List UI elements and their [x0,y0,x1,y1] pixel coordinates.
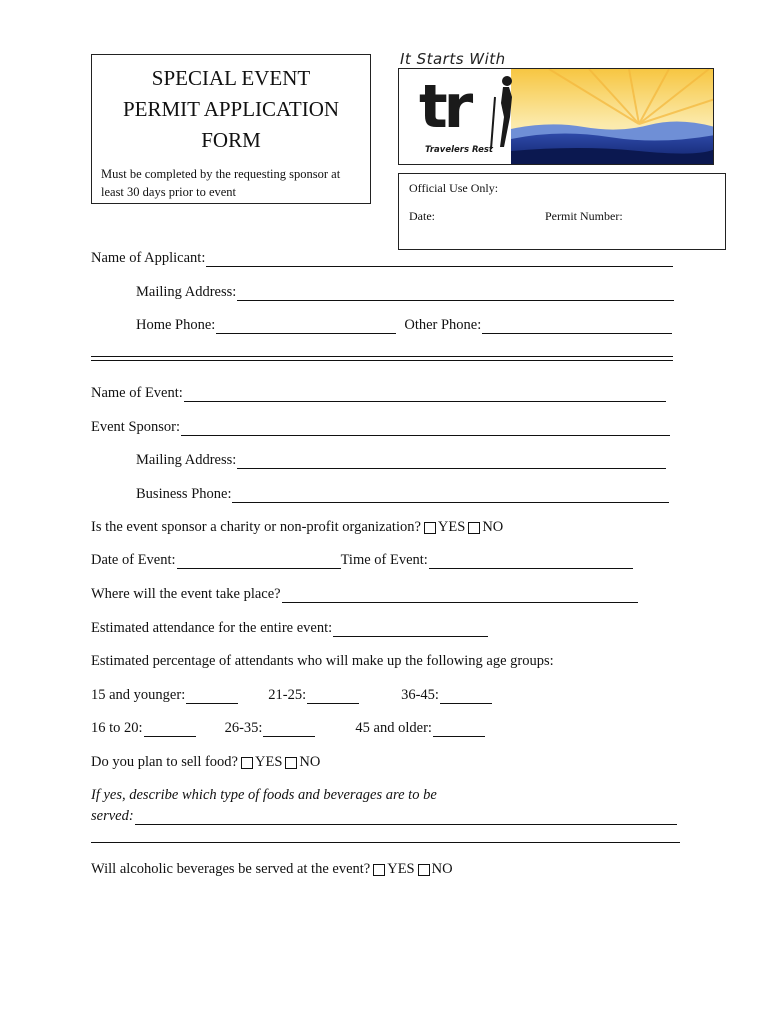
charity-yes-label: YES [437,519,466,535]
form-title-line-3: FORM [201,128,261,152]
event-time-label: Time of Event: [340,552,428,568]
age-36-field[interactable] [440,688,492,704]
event-location-field[interactable] [282,587,638,603]
food-question: Do you plan to sell food? [91,754,238,770]
alcohol-yes-label: YES [387,861,415,877]
permit-number-label: Permit Number: [545,209,623,223]
food-row [91,754,320,771]
food-describe-row-2 [91,808,677,825]
charity-question: Is the event sponsor a charity or non-profit organization? [91,519,421,535]
age-21-field[interactable] [307,688,359,704]
event-name-label: Name of Event: [91,385,183,401]
event-date-label: Date of Event: [91,552,176,568]
age-15-field[interactable] [186,688,238,704]
age-26-label: 26-35: [224,720,263,736]
event-time-field[interactable] [429,553,633,569]
age-16-label: 16 to 20: [91,720,143,736]
food-yes-label: YES [255,754,283,770]
event-name-row [91,385,666,402]
charity-no-label: NO [482,519,504,535]
alcohol-question: Will alcoholic beverages be served at the event? [91,861,371,877]
logo-frame [398,68,714,165]
sponsor-mailing-label: Mailing Address: [136,452,237,468]
food-no-label: NO [299,754,321,770]
applicant-mailing-field[interactable] [237,285,674,301]
age-45-field[interactable] [433,721,485,737]
age-question-row [91,653,554,670]
title-box [91,54,371,204]
travelers-rest-logo [396,50,718,168]
food-description-field-2[interactable] [91,842,680,843]
food-description-field[interactable] [135,809,677,825]
age-21-label: 21-25: [268,687,307,703]
home-phone-field[interactable] [216,318,396,334]
logo-tagline: It Starts With [400,50,506,68]
applicant-name-row [91,250,673,267]
age-45-label: 45 and older: [355,720,432,736]
food-yes-checkbox[interactable] [241,757,253,769]
charity-row [91,519,503,536]
form-title [92,63,370,156]
business-phone-row [136,486,669,503]
event-name-field[interactable] [184,386,666,402]
age-16-field[interactable] [144,721,196,737]
section-divider [91,356,673,361]
official-use-box [398,173,726,250]
event-sponsor-field[interactable] [181,420,670,436]
alcohol-no-checkbox[interactable] [418,864,430,876]
event-sponsor-row [91,419,670,436]
applicant-mailing-label: Mailing Address: [136,284,237,300]
food-describe-text: If yes, describe which type of foods and beverages are to be [91,787,437,803]
food-no-checkbox[interactable] [285,757,297,769]
business-phone-field[interactable] [232,487,669,503]
charity-yes-checkbox[interactable] [424,522,436,534]
other-phone-field[interactable] [482,318,672,334]
sponsor-mailing-field[interactable] [237,453,666,469]
age-26-field[interactable] [263,721,315,737]
applicant-phone-row [136,317,672,334]
logo-caption: Travelers Rest [425,145,493,155]
food-describe-row-1 [91,787,437,804]
alcohol-no-label: NO [431,861,453,877]
event-location-row [91,586,638,603]
attendance-label: Estimated attendance for the entire event: [91,620,333,636]
age-row-2 [91,720,485,737]
home-phone-label: Home Phone: [136,317,216,333]
age-row-1 [91,687,492,704]
event-location-label: Where will the event take place? [91,586,281,602]
business-phone-label: Business Phone: [136,486,232,502]
age-groups-question: Estimated percentage of attendants who will make up the following age groups: [91,653,554,669]
submission-deadline-note: Must be completed by the requesting sponsor at least 30 days prior to event [101,167,341,199]
applicant-name-label: Name of Applicant: [91,250,206,266]
other-phone-label: Other Phone: [404,317,482,333]
applicant-mailing-row [136,284,674,301]
sponsor-mailing-row [136,452,666,469]
form-title-line-2: PERMIT APPLICATION [122,97,340,121]
attendance-field[interactable] [333,621,488,637]
official-date-label: Date: [409,209,435,223]
logo-letters: tr [419,72,470,142]
event-sponsor-label: Event Sponsor: [91,419,181,435]
event-date-time-row [91,552,633,569]
age-15-label: 15 and younger: [91,687,186,703]
alcohol-row [91,861,453,878]
age-36-label: 36-45: [401,687,439,703]
form-title-line-1: SPECIAL EVENT [151,66,311,90]
applicant-name-field[interactable] [206,251,673,267]
official-use-title: Official Use Only: [409,181,499,195]
event-date-field[interactable] [177,553,341,569]
attendance-row [91,620,488,637]
food-served-label: served: [91,808,134,824]
charity-no-checkbox[interactable] [468,522,480,534]
alcohol-yes-checkbox[interactable] [373,864,385,876]
